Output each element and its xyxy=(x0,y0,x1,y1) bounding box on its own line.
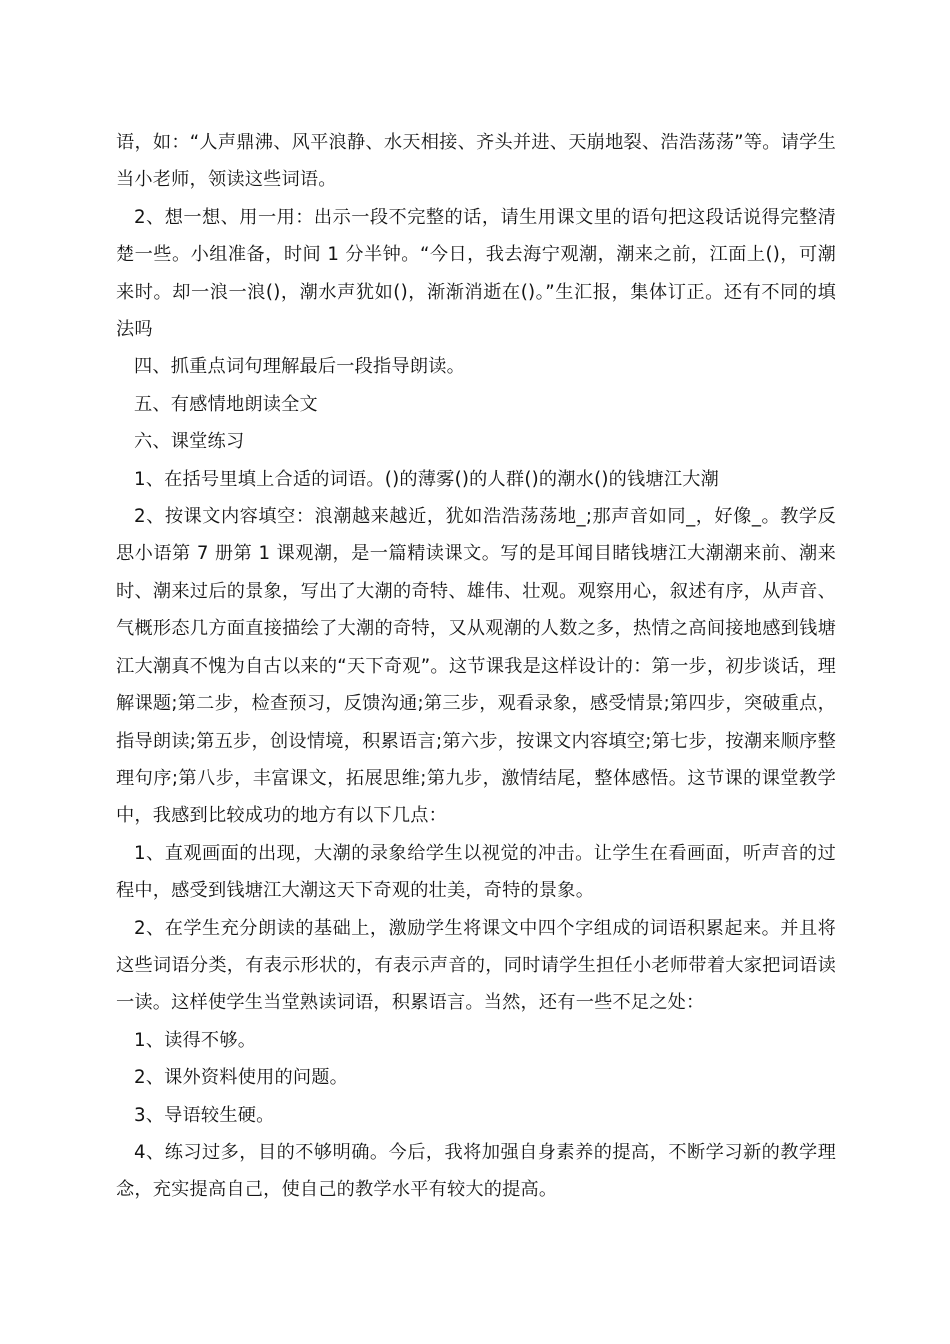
document-body xyxy=(116,124,836,1209)
paragraph-7: 2、按课文内容填空：浪潮越来越近，犹如浩浩荡荡地_;那声音如同_，好像_。教学反思小语第 7 册第 1 课观潮，是一篇精读课文。写的是耳闻目睹钱塘江大潮潮来前、潮来时、潮来过后的景象，写出了大潮的奇特、雄伟、壮观。观察用心，叙述有序，从声音、气概形态几方面直接描绘了大潮的奇特，又从观潮的人数之多，热情之高间接地感到钱塘江大潮真不愧为自古以来的“天下奇观”。这节课我是这样设计的：第一步，初步谈话，理解课题;第二步，检查预习，反馈沟通;第三步，观看录象，感受情景;第四步，突破重点，指导朗读;第五步，创设情境，积累语言;第六步，按课文内容填空;第七步，按潮来顺序整理句序;第八步，丰富课文，拓展思维;第九步，激情结尾，整体感悟。这节课的课堂教学中，我感到比较成功的地方有以下几点： xyxy=(116,506,836,827)
paragraph-11: 2、课外资料使用的问题。 xyxy=(134,1067,349,1089)
paragraph-9: 2、在学生充分朗读的基础上，激励学生将课文中四个字组成的词语积累起来。并且将这些词语分类，有表示形状的，有表示声音的，同时请学生担任小老师带着大家把词语读一读。这样使学生当堂熟读词语，积累语言。当然，还有一些不足之处： xyxy=(116,917,836,1014)
paragraph-6: 1、在括号里填上合适的词语。()的薄雾()的人群()的潮水()的钱塘江大潮 xyxy=(134,468,719,490)
paragraph-12: 3、导语较生硬。 xyxy=(134,1104,275,1126)
paragraph-5: 六、课堂练习 xyxy=(134,431,245,453)
paragraph-1: 语，如：“人声鼎沸、风平浪静、水天相接、齐头并进、天崩地裂、浩浩荡荡”等。请学生当小老师，领读这些词语。 xyxy=(116,132,836,191)
paragraph-10: 1、读得不够。 xyxy=(134,1029,257,1051)
paragraph-2: 2、想一想、用一用：出示一段不完整的话，请生用课文里的语句把这段话说得完整清楚一些。小组准备，时间 1 分半钟。“今日，我去海宁观潮，潮来之前，江面上()，可潮来时。却一浪一浪()，潮水声犹如()，渐渐消逝在()。”生汇报，集体订正。还有不同的填法吗 xyxy=(116,206,836,341)
paragraph-8: 1、直观画面的出现，大潮的录象给学生以视觉的冲击。让学生在看画面，听声音的过程中，感受到钱塘江大潮这天下奇观的壮美，奇特的景象。 xyxy=(116,842,836,902)
paragraph-13: 4、练习过多，目的不够明确。今后，我将加强自身素养的提高，不断学习新的教学理念，充实提高自己，使自己的教学水平有较大的提高。 xyxy=(116,1141,836,1201)
paragraph-3: 四、抓重点词句理解最后一段指导朗读。 xyxy=(134,356,465,378)
paragraph-4: 五、有感情地朗读全文 xyxy=(134,393,318,415)
